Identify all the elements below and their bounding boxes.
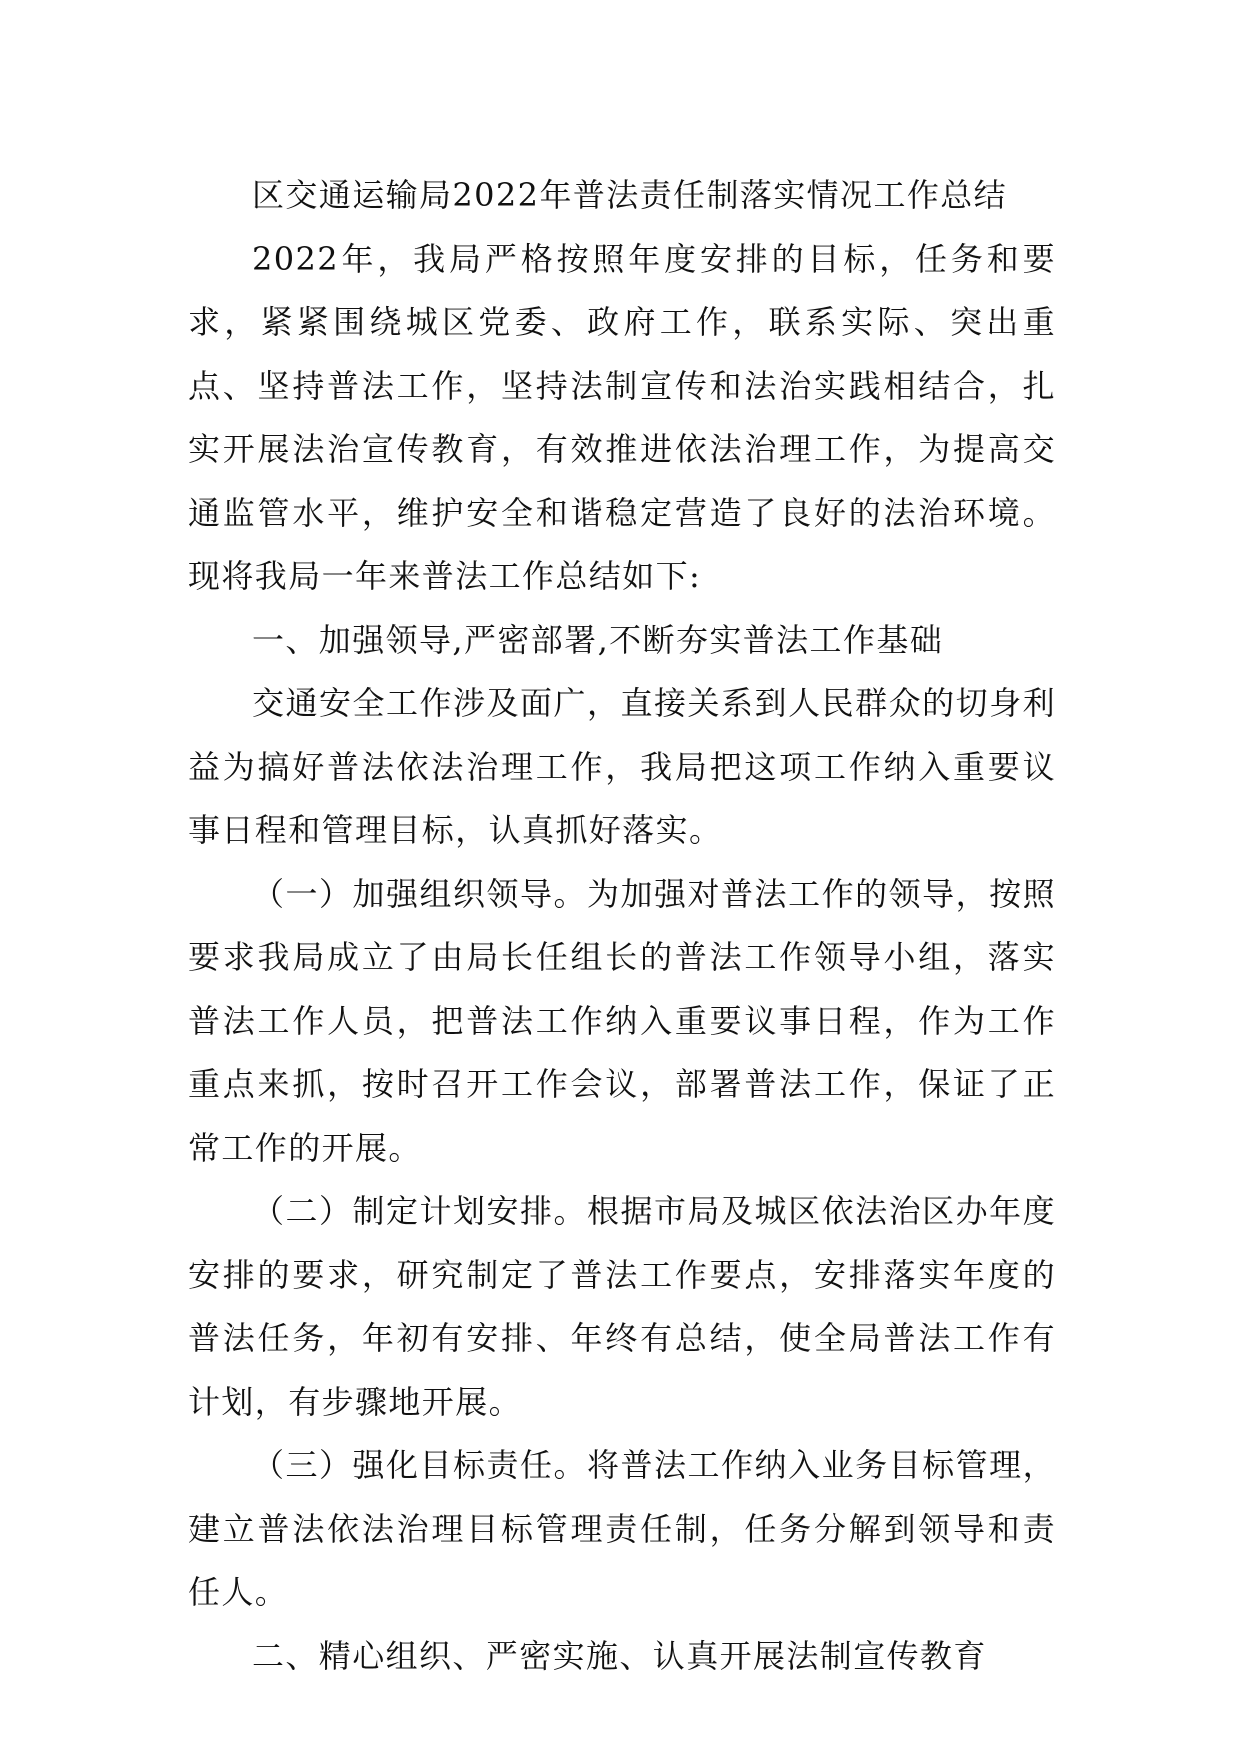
subsection-3-paragraph: （三）强化目标责任。将普法工作纳入业务目标管理，建立普法依法治理目标管理责任制，任务分解到领导和责任人。: [188, 1446, 1056, 1611]
subsection-2-paragraph: （二）制定计划安排。根据市局及城区依法治区办年度安排的要求，研究制定了普法工作要点，安排落实年度的普法任务，年初有安排、年终有总结，使全局普法工作有计划，有步骤地开展。: [188, 1192, 1056, 1421]
section-heading-1: 一、加强领导,严密部署,不断夯实普法工作基础: [252, 620, 944, 659]
document-title: 区交通运输局2022年普法责任制落实情况工作总结: [252, 176, 1008, 214]
section-1-paragraph: 交通安全工作涉及面广，直接关系到人民群众的切身利益为搞好普法依法治理工作，我局把这项工作纳入重要议事日程和管理目标，认真抓好落实。: [188, 684, 1056, 849]
intro-paragraph: 2022年，我局严格按照年度安排的目标，任务和要求，紧紧围绕城区党委、政府工作，联系实际、突出重点、坚持普法工作，坚持法制宣传和法治实践相结合，扎实开展法治宣传教育，有效推进依法治理工作，为提高交通监管水平，维护安全和谐稳定营造了良好的法治环境。现将我局一年来普法工作总结如下:: [188, 239, 1056, 595]
document-page: [188, 164, 1056, 1688]
subsection-1-paragraph: （一）加强组织领导。为加强对普法工作的领导，按照要求我局成立了由局长任组长的普法工作领导小组，落实普法工作人员，把普法工作纳入重要议事日程，作为工作重点来抓，按时召开工作会议，部署普法工作，保证了正常工作的开展。: [188, 874, 1056, 1167]
section-heading-2: 二、精心组织、严密实施、认真开展法制宣传教育: [252, 1636, 987, 1675]
